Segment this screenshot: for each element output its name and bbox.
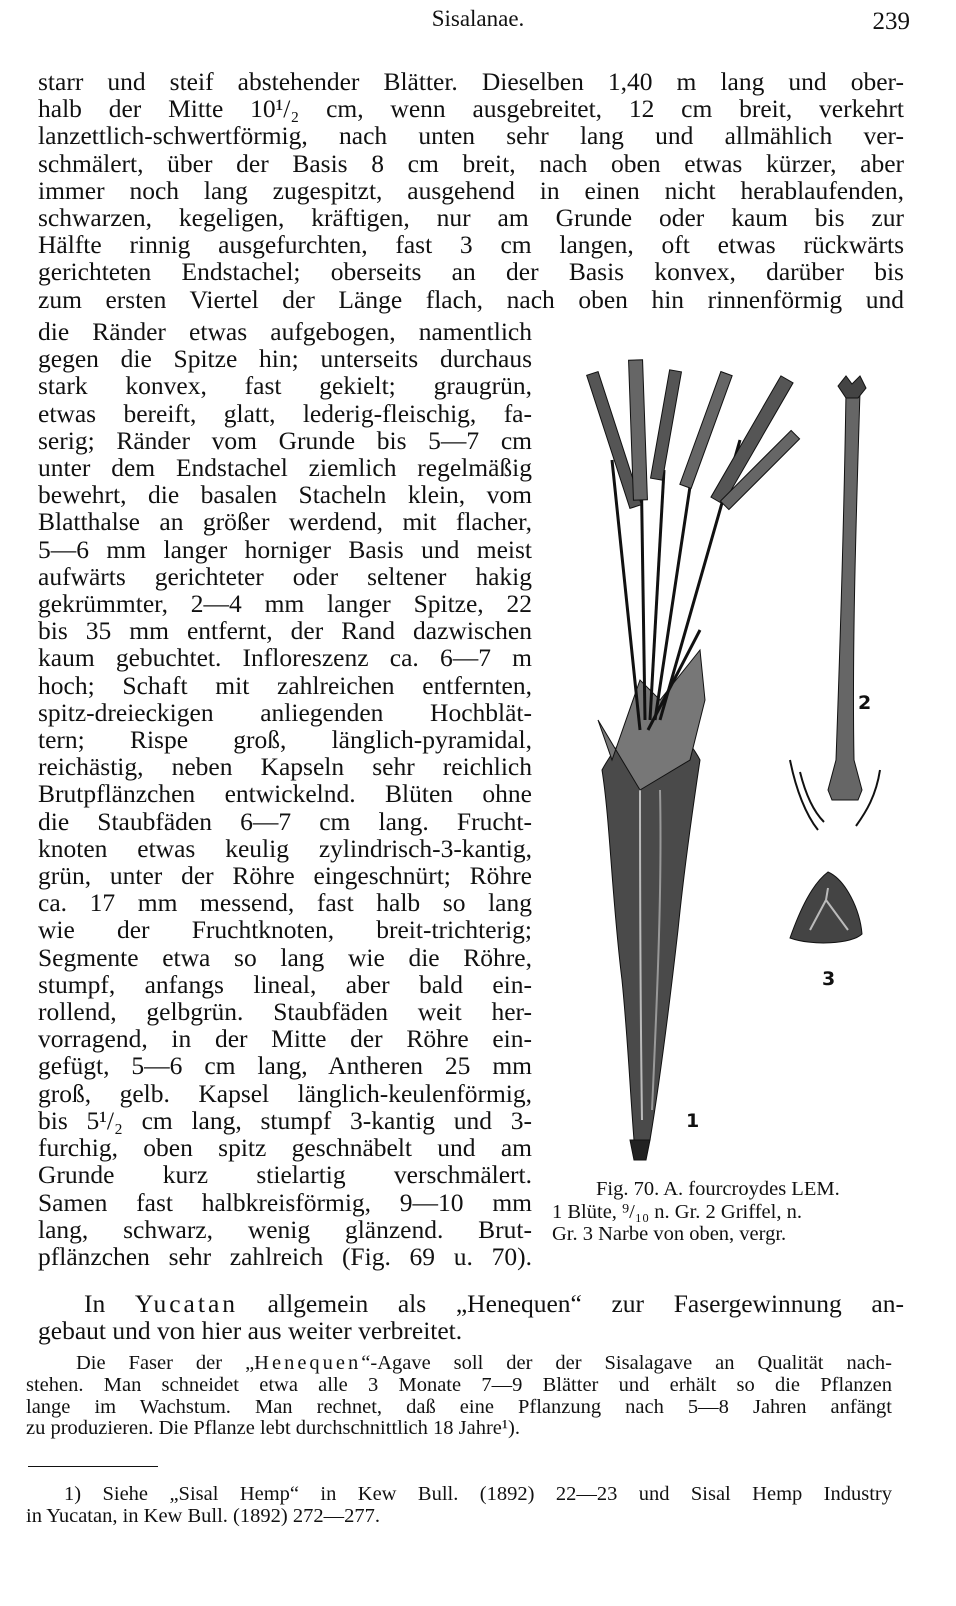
text-line: Grunde kurz stielartig verschmälert. [38,1160,532,1190]
text-line: groß, gelb. Kapsel länglich-keulenförmig, [38,1078,532,1108]
text-line: gefügt, 5—6 cm lang, Antheren 25 mm [38,1051,532,1081]
text-line: stark konvex, fast gekielt; graugrün, [38,371,532,401]
anther [651,370,682,480]
text-line: spitz-dreieckigen anliegenden Hochblät- [38,697,532,727]
place-name-yucatan: Yucatan [134,1289,239,1318]
text-line: serig; Ränder vom Grunde bis 5—7 cm [38,425,532,455]
text-fragment: In [84,1289,135,1318]
text-line-last: pflänzchen sehr zahlreich (Fig. 69 u. 70). [38,1241,532,1271]
running-header-title: Sisalanae. [431,6,525,31]
text-line: schwarzen, kegeligen, kräftigen, nur am Grunde oder kaum bis zur [38,203,904,233]
caption-line: Fig. 70. A. fourcroydes LEM. [596,1178,840,1200]
text-line: immer noch lang zugespitzt, ausgehend in einen nicht herablaufenden, [38,175,904,205]
text-line: unter dem Endstachel ziemlich regelmäßig [38,453,532,483]
figure-caption [552,1178,896,1246]
text-fragment: “-Agave soll der der Sisalagave an Qualität nach- [361,1352,892,1374]
style-stalk [828,392,862,800]
text-line: aufwärts gerichteter oder seltener hakig [38,561,532,591]
text-line: stehen. Man schneidet etwa alle 3 Monate 7—9 Blätter und erhält so die Pflanzen [26,1374,892,1396]
text-line: Segmente etwa so lang wie die Röhre, [38,942,532,972]
text-line: die Ränder etwas aufgebogen, namentlich [38,317,532,346]
style-stigma-top [838,376,866,398]
text-line: gerichteten Endstachel; oberseits an der Basis konvex, darüber bis [38,257,904,287]
text-line: schmälert, über der Basis 8 cm breit, nach oben etwas kürzer, aber [38,148,904,178]
text-line: bewehrt, die basalen Stacheln klein, vom [38,480,532,510]
figure-label-3: 3 [822,968,836,990]
text-line: gekrümmter, 2—4 mm langer Spitze, 22 [38,589,532,619]
caption-line: 1 Blüte, ⁹/₁₀ n. Gr. 2 Griffel, n. [552,1200,802,1223]
text-line: hoch; Schaft mit zahlreichen entfernten, [38,670,532,700]
anther [680,372,732,489]
flower-illustration [587,360,800,1160]
text-line: die Staubfäden 6—7 cm lang. Frucht- [38,806,532,836]
text-line: vorragend, in der Mitte der Röhre ein- [38,1024,532,1054]
text-line: zum ersten Viertel der Länge flach, nach oben hin rinnenförmig und [38,284,904,314]
style-bracket-left [800,772,824,822]
text-line-last: zu produzieren. Die Pflanze lebt durchschnittlich 18 Jahre¹). [26,1417,520,1440]
stigma-top-view-illustration [790,872,862,943]
text-line: kaum gebuchtet. Infloreszenz ca. 6—7 m [38,643,532,673]
style-bracket-left [790,760,818,830]
figure-label-1: 1 [686,1110,700,1132]
text-line: Samen fast halbkreisförmig, 9—10 mm [38,1187,532,1217]
text-line: knoten etwas keulig zylindrisch-3-kantig, [38,833,532,863]
text-line: starr und steif abstehender Blätter. Dieselben 1,40 m lang und ober- [38,67,904,96]
text-line: lange im Wachstum. Man rechnet, daß eine Pflanzung nach 5—8 Jahren anfängt [26,1395,892,1418]
footnote-line: in Yucatan, in Kew Bull. (1892) 272—277. [26,1504,380,1527]
text-line: lanzettlich-schwertförmig, nach unten sehr lang und allmählich ver- [38,121,904,151]
text-line: gegen die Spitze hin; unterseits durchaus [38,344,532,374]
text-line: gebaut und von hier aus weiter verbreitet. [38,1316,463,1345]
text-line: bis 35 mm entfernt, der Rand dazwischen [38,616,532,646]
text-line: etwas bereift, glatt, lederig-fleischig, fa- [38,398,532,428]
emphasized-word: Henequen [254,1352,362,1374]
text-line: rollend, gelbgrün. Staubfäden weit her- [38,997,532,1027]
text-line: bis 5¹/₂ cm lang, stumpf 3-kantig und 3- [38,1105,532,1135]
text-line: reichästig, neben Kapseln sehr reichlich [38,752,532,782]
text-line: Hälfte rinnig ausgefurchten, fast 3 cm langen, oft etwas rückwärts [38,230,904,260]
text-fragment: Die Faser der „ [76,1352,255,1374]
text-line: lang, schwarz, wenig glänzend. Brut- [38,1214,532,1244]
text-line: Brutpflänzchen entwickelnd. Blüten ohne [38,779,532,809]
text-line: furchig, oben spitz geschnäbelt und am [38,1133,532,1163]
text-line: ca. 17 mm messend, fast halb so lang [38,888,532,918]
stigma-top-view [790,872,862,943]
footnote-line: 1) Siehe „Sisal Hemp“ in Kew Bull. (1892) 22—23 und Sisal Hemp Industry [64,1483,892,1505]
text-line: grün, unter der Röhre eingeschnürt; Röhre [38,861,532,891]
style-illustration [790,376,880,830]
text-line: tern; Rispe groß, länglich-pyramidal, [38,725,532,755]
style-bracket-right [856,770,880,826]
text-fragment: allgemein als „Henequen“ zur Fasergewinnung an- [238,1289,904,1318]
flower-base-tip [630,1140,650,1160]
text-line: halb der Mitte 10¹/₂ cm, wenn ausgebreitet, 12 cm breit, verkehrt [38,94,904,124]
text-line: 5—6 mm langer horniger Basis und meist [38,534,532,564]
text-line: wie der Fruchtknoten, breit-trichterig; [38,915,532,945]
page-number: 239 [872,8,910,35]
text-line: Blatthalse an größer werdend, mit flacher, [38,507,532,537]
caption-line: Gr. 3 Narbe von oben, vergr. [552,1223,787,1245]
figure-label-2: 2 [858,692,872,714]
text-line: stumpf, anfangs lineal, aber bald ein- [38,969,532,999]
